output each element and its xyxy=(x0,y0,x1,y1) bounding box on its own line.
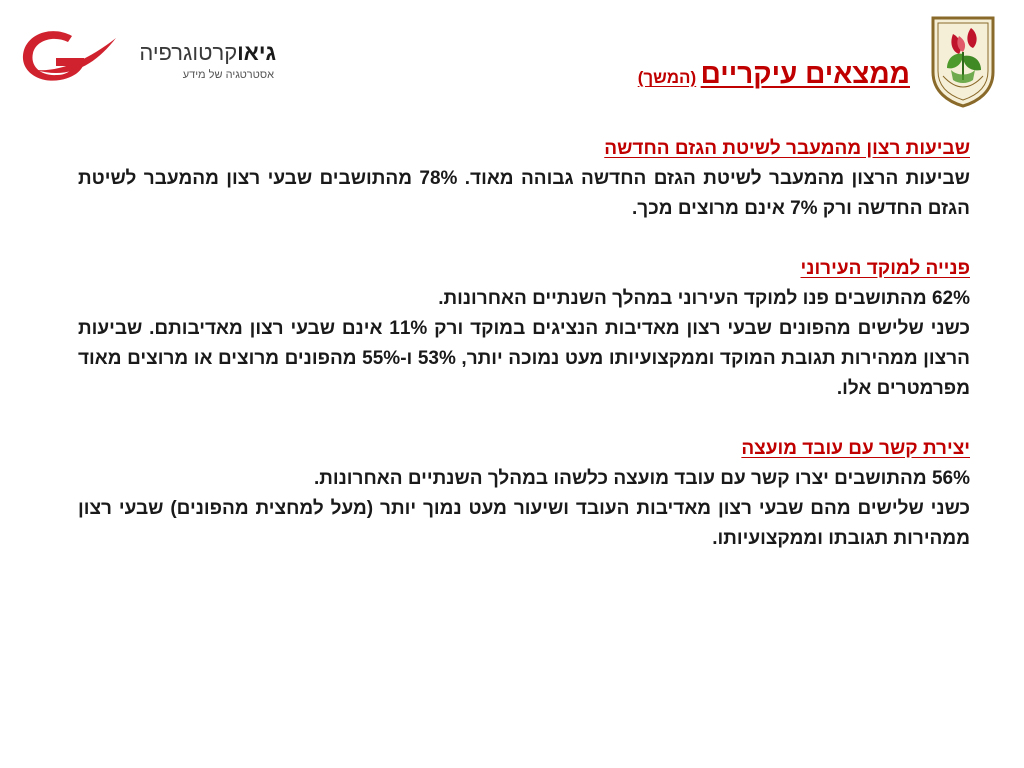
geocartography-tagline: אסטרטגיה של מידע xyxy=(182,69,274,81)
geocartography-brand-name xyxy=(118,40,276,66)
brand-name-bold: גיאו xyxy=(237,40,276,65)
findings-section xyxy=(78,134,970,224)
section-spacer xyxy=(78,224,970,254)
section-heading-council-employee: יצירת קשר עם עובד מועצה xyxy=(741,438,970,459)
section-paragraph: 56% מהתושבים יצרו קשר עם עובד מועצה כלשהו במהלך השנתיים האחרונות. xyxy=(313,468,970,489)
slide-title xyxy=(460,56,910,97)
findings-section xyxy=(78,434,970,554)
section-paragraph: שביעות הרצון מהמעבר לשיטת הגזם החדשה גבוהה מאוד. 78% מהתושבים שבעי רצון מהמעבר לשיטת הגזם החדשה ורק 7% אינם מרוצים מכך. xyxy=(78,168,970,219)
brand-name-rest: קרטוגרפיה xyxy=(139,40,238,65)
section-heading-satisfaction: שביעות רצון מהמעבר לשיטת הגזם החדשה xyxy=(604,138,970,159)
slide-title-sub: (המשך) xyxy=(637,68,697,87)
findings-section xyxy=(78,254,970,404)
findings-content xyxy=(78,134,970,554)
geocartography-logo-icon xyxy=(16,24,120,88)
section-paragraph: כשני שלישים מהפונים שבעי רצון מאדיבות הנציגים במוקד ורק 11% אינם שבעי רצון מאדיבותם. שביעות הרצון ממהירות תגובת המוקד וממקצועיותו מעט נמוכה יותר, 53% ו-55% מהפונים מרוצים או מרוצים מאוד מפרמטרים אלו. xyxy=(78,318,970,399)
section-spacer xyxy=(78,404,970,434)
section-heading-call-center: פנייה למוקד העירוני xyxy=(800,258,970,279)
regional-council-emblem-icon xyxy=(929,14,997,108)
slide-title-main: ממצאים עיקריים xyxy=(700,58,910,89)
section-paragraph: 62% מהתושבים פנו למוקד העירוני במהלך השנתיים האחרונות. xyxy=(438,288,970,309)
section-paragraph: כשני שלישים מהם שבעי רצון מאדיבות העובד ושיעור מעט נמוך יותר (מעל למחצית מהפונים) שבעי רצון ממהירות תגובתו וממקצועיותו. xyxy=(78,498,970,549)
geocartography-logo xyxy=(16,24,276,88)
